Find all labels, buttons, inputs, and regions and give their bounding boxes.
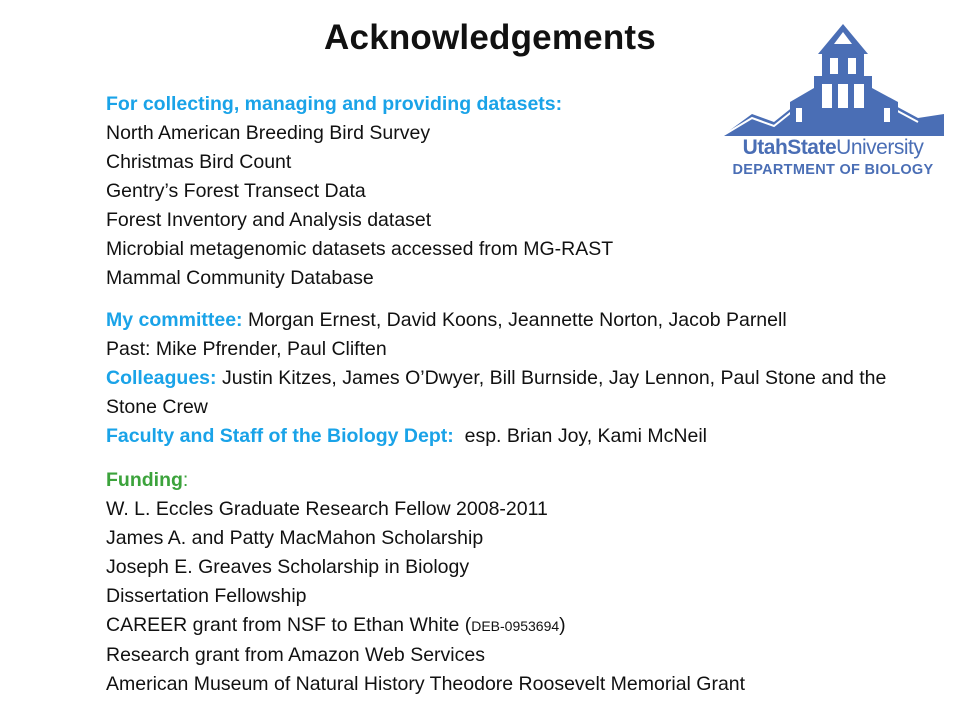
committee-members: Morgan Ernest, David Koons, Jeannette Norton, Jacob Parnell [242, 309, 787, 331]
committee-line [106, 306, 906, 335]
career-grant-code: DEB-0953694 [471, 618, 560, 634]
colleagues-list: Justin Kitzes, James O’Dwyer, Bill Burnside, Jay Lennon, Paul Stone and the Stone Crew [106, 367, 887, 418]
logo-name-bold: UtahState [742, 136, 837, 159]
dataset-item: Forest Inventory and Analysis dataset [106, 209, 432, 231]
funding-item: Research grant from Amazon Web Services [106, 644, 485, 666]
funding-colon: : [182, 469, 189, 491]
datasets-heading: For collecting, managing and providing datasets: [106, 93, 563, 115]
dataset-item: Christmas Bird Count [106, 151, 292, 173]
funding-label: Funding [106, 469, 183, 491]
colleagues-line [106, 364, 896, 422]
funding-heading [106, 466, 906, 495]
career-suffix: ) [559, 614, 566, 636]
career-prefix: CAREER grant from NSF to Ethan White ( [106, 614, 472, 636]
funding-item: Dissertation Fellowship [106, 585, 307, 607]
faculty-line [106, 422, 906, 451]
funding-item: James A. and Patty MacMahon Scholarship [106, 527, 484, 549]
funding-item: American Museum of Natural History Theodore Roosevelt Memorial Grant [106, 673, 746, 695]
colleagues-label: Colleagues: [106, 367, 217, 389]
faculty-list: esp. Brian Joy, Kami McNeil [453, 425, 707, 447]
committee-section [106, 306, 906, 451]
logo-name-thin: University [836, 136, 924, 159]
logo-department: DEPARTMENT OF BIOLOGY [732, 162, 934, 178]
funding-item-career [106, 611, 906, 641]
committee-label: My committee: [106, 309, 243, 331]
faculty-label: Faculty and Staff of the Biology Dept: [106, 425, 454, 447]
dataset-item: Mammal Community Database [106, 267, 374, 289]
dataset-item: Microbial metagenomic datasets accessed from MG-RAST [106, 238, 614, 260]
funding-section [106, 466, 906, 699]
datasets-section [106, 90, 906, 293]
past-committee: Past: Mike Pfrender, Paul Cliften [106, 338, 387, 360]
dataset-item: Gentry’s Forest Transect Data [106, 180, 366, 202]
funding-item: Joseph E. Greaves Scholarship in Biology [106, 556, 470, 578]
funding-item: W. L. Eccles Graduate Research Fellow 2008-2011 [106, 498, 548, 520]
dataset-item: North American Breeding Bird Survey [106, 122, 431, 144]
page-title: Acknowledgements [324, 18, 656, 57]
